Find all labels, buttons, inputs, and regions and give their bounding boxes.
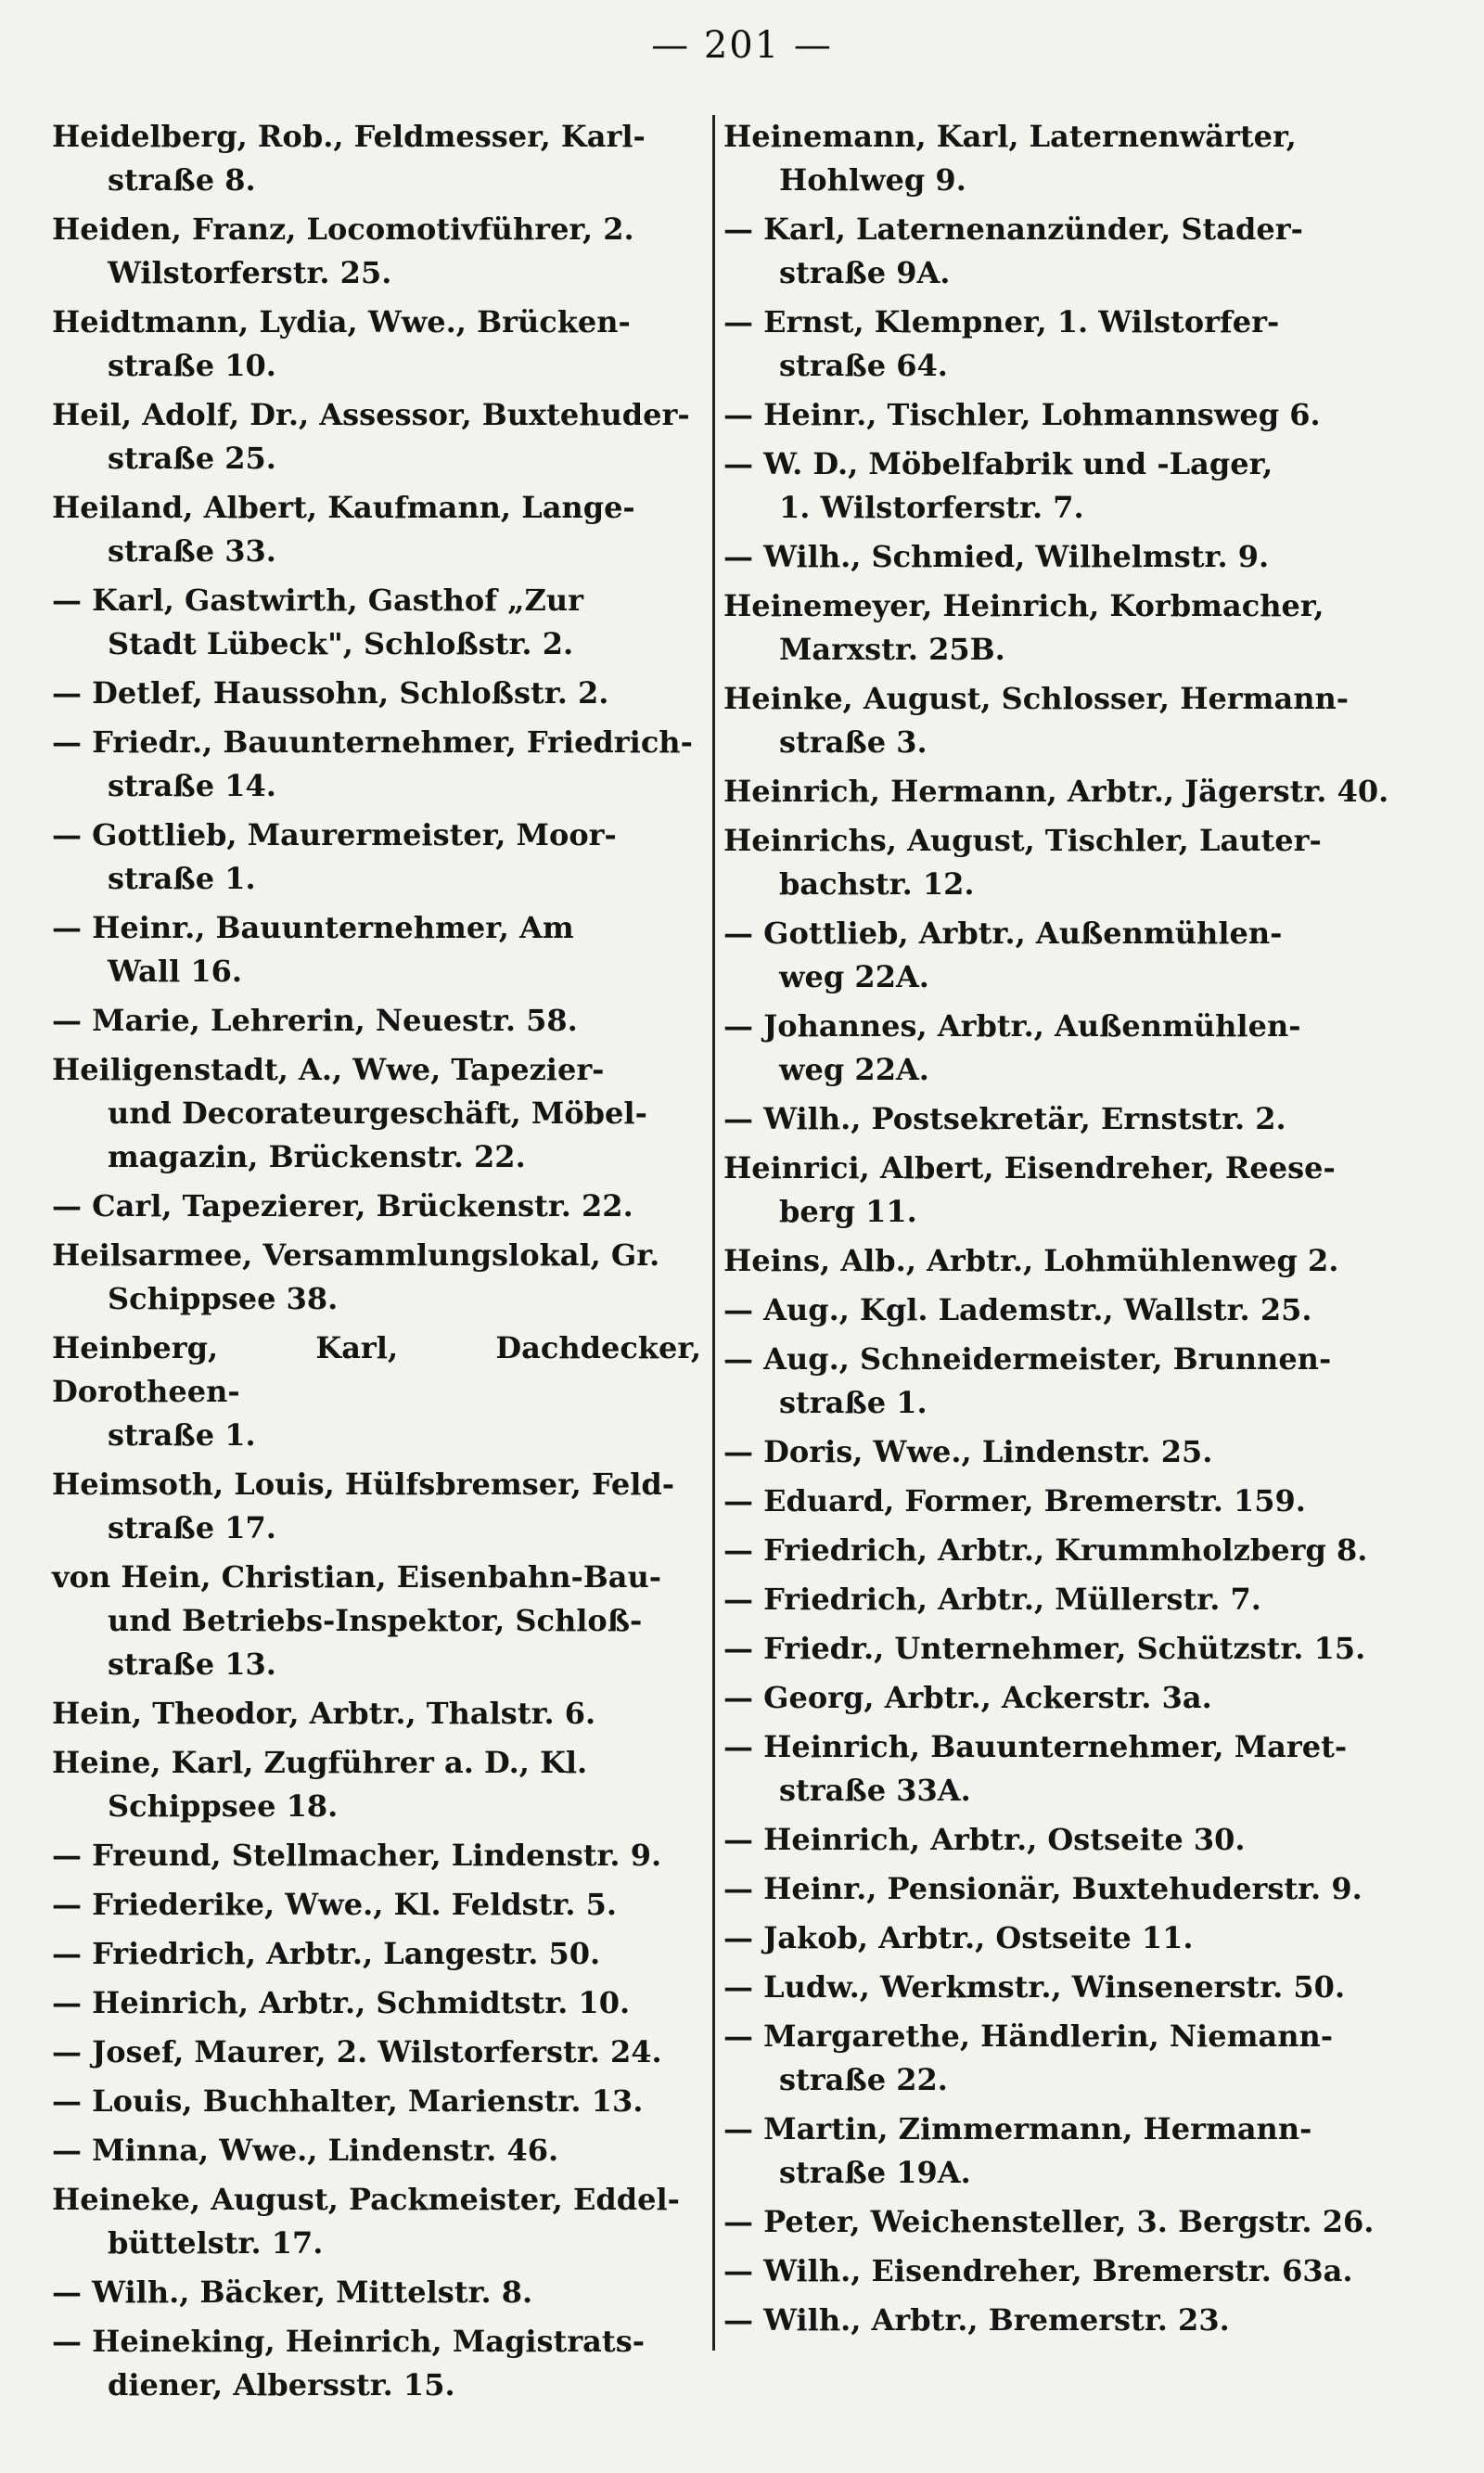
directory-entry bbox=[52, 1556, 701, 1686]
entry-continuation-line: straße 33. bbox=[108, 533, 276, 569]
entry-line: Heinrich, Hermann, Arbtr., Jägerstr. 40. bbox=[723, 774, 1389, 809]
directory-entry bbox=[723, 2249, 1391, 2293]
directory-entry bbox=[52, 579, 701, 666]
entry-continuation-line: magazin, Brückenstr. 22. bbox=[108, 1139, 526, 1174]
entry-continuation-line: weg 22A. bbox=[779, 959, 929, 994]
entry-continuation-line: Wilstorferstr. 25. bbox=[108, 255, 392, 290]
entry-continuation-line: Marxstr. 25B. bbox=[779, 632, 1005, 667]
directory-entry bbox=[723, 1867, 1391, 1911]
entry-line: — Heinr., Tischler, Lohmannsweg 6. bbox=[723, 397, 1321, 432]
entry-continuation-line: straße 33A. bbox=[779, 1773, 971, 1808]
directory-entry bbox=[52, 1981, 701, 2025]
entry-line: — Georg, Arbtr., Ackerstr. 3a. bbox=[723, 1680, 1212, 1715]
entry-line: — Aug., Kgl. Lademstr., Wallstr. 25. bbox=[723, 1292, 1312, 1327]
entry-line: — Friedr., Unternehmer, Schützstr. 15. bbox=[723, 1631, 1366, 1666]
entry-line: — Marie, Lehrerin, Neuestr. 58. bbox=[52, 1003, 578, 1038]
directory-entry bbox=[52, 721, 701, 808]
entry-line: Heilsarmee, Versammlungslokal, Gr. bbox=[52, 1237, 660, 1273]
entry-line: — Friedrich, Arbtr., Krummholzberg 8. bbox=[723, 1532, 1368, 1568]
directory-entry bbox=[723, 442, 1391, 530]
directory-entry bbox=[723, 1529, 1391, 1572]
directory-entry bbox=[723, 1818, 1391, 1862]
entry-line: — Gottlieb, Maurermeister, Moor- bbox=[52, 817, 617, 852]
directory-entry bbox=[723, 584, 1391, 672]
entry-line: — Ernst, Klempner, 1. Wilstorfer- bbox=[723, 304, 1280, 340]
entry-line: — Louis, Buchhalter, Marienstr. 13. bbox=[52, 2083, 644, 2119]
directory-entry bbox=[723, 770, 1391, 814]
entry-line: Hein, Theodor, Arbtr., Thalstr. 6. bbox=[52, 1696, 596, 1731]
entry-line: Heins, Alb., Arbtr., Lohmühlenweg 2. bbox=[723, 1243, 1339, 1278]
directory-entry bbox=[723, 1966, 1391, 2009]
directory-entry bbox=[52, 1883, 701, 1927]
directory-entry bbox=[52, 2271, 701, 2314]
directory-entry bbox=[723, 301, 1391, 388]
entry-line: — Friederike, Wwe., Kl. Feldstr. 5. bbox=[52, 1887, 618, 1922]
entry-line: — Karl, Gastwirth, Gasthof „Zur bbox=[52, 583, 583, 618]
directory-entry bbox=[723, 1627, 1391, 1671]
entry-line: — Ludw., Werkmstr., Winsenerstr. 50. bbox=[723, 1969, 1346, 2005]
entry-continuation-line: berg 11. bbox=[779, 1194, 917, 1229]
entry-line: — Margarethe, Händlerin, Niemann- bbox=[723, 2018, 1334, 2054]
entry-line: Heiligenstadt, A., Wwe, Tapezier- bbox=[52, 1052, 605, 1087]
directory-entry bbox=[52, 999, 701, 1043]
directory-entry bbox=[52, 486, 701, 573]
directory-entry bbox=[723, 115, 1391, 202]
entry-line: Heiden, Franz, Locomotivführer, 2. bbox=[52, 211, 634, 247]
entry-continuation-line: straße 9A. bbox=[779, 255, 951, 290]
entry-line: Heidelberg, Rob., Feldmesser, Karl- bbox=[52, 119, 646, 154]
directory-entry bbox=[52, 2129, 701, 2172]
entry-line: — W. D., Möbelfabrik und -Lager, bbox=[723, 446, 1273, 481]
directory-entry bbox=[723, 2108, 1391, 2195]
entry-line: — Wilh., Bäcker, Mittelstr. 8. bbox=[52, 2274, 533, 2310]
entry-continuation-line: straße 1. bbox=[108, 861, 256, 896]
entry-continuation-line: Hohlweg 9. bbox=[779, 162, 966, 198]
directory-entry bbox=[723, 1338, 1391, 1425]
directory-entry bbox=[723, 2299, 1391, 2342]
entry-line: — Aug., Schneidermeister, Brunnen- bbox=[723, 1341, 1332, 1377]
entry-line: — Freund, Stellmacher, Lindenstr. 9. bbox=[52, 1838, 662, 1873]
entry-line: Heinemeyer, Heinrich, Korbmacher, bbox=[723, 588, 1324, 623]
directory-entry bbox=[723, 535, 1391, 579]
directory-entry bbox=[52, 906, 701, 993]
entry-continuation-line: und Decorateurgeschäft, Möbel- bbox=[108, 1096, 647, 1131]
entry-line: Heinberg, Karl, Dachdecker, Dorotheen- bbox=[52, 1330, 701, 1409]
directory-entry bbox=[723, 912, 1391, 999]
entry-line: — Wilh., Schmied, Wilhelmstr. 9. bbox=[723, 539, 1270, 574]
directory-entry bbox=[52, 301, 701, 388]
entry-continuation-line: straße 22. bbox=[779, 2062, 948, 2097]
entry-line: — Josef, Maurer, 2. Wilstorferstr. 24. bbox=[52, 2034, 662, 2069]
entry-continuation-line: Schippsee 18. bbox=[108, 1788, 339, 1824]
entry-line: Heimsoth, Louis, Hülfsbremser, Feld- bbox=[52, 1467, 675, 1502]
directory-entry bbox=[52, 672, 701, 715]
directory-entry bbox=[723, 1147, 1391, 1234]
entry-line: — Peter, Weichensteller, 3. Bergstr. 26. bbox=[723, 2204, 1375, 2239]
directory-entry bbox=[723, 1239, 1391, 1283]
directory-entry bbox=[723, 1578, 1391, 1621]
entry-line: Heinrici, Albert, Eisendreher, Reese- bbox=[723, 1150, 1336, 1185]
entry-line: — Jakob, Arbtr., Ostseite 11. bbox=[723, 1920, 1194, 1955]
entry-continuation-line: Stadt Lübeck", Schloßstr. 2. bbox=[108, 626, 574, 661]
entry-continuation-line: diener, Albersstr. 15. bbox=[108, 2367, 455, 2403]
entry-continuation-line: straße 19A. bbox=[779, 2155, 971, 2190]
entry-line: Heinke, August, Schlosser, Hermann- bbox=[723, 681, 1350, 716]
entry-line: — Wilh., Postsekretär, Ernststr. 2. bbox=[723, 1101, 1286, 1136]
directory-entry bbox=[52, 1463, 701, 1550]
entry-line: — Friedrich, Arbtr., Müllerstr. 7. bbox=[723, 1582, 1261, 1617]
entry-continuation-line: straße 1. bbox=[108, 1417, 256, 1453]
directory-entry bbox=[52, 1834, 701, 1877]
entry-line: — Detlef, Haussohn, Schloßstr. 2. bbox=[52, 675, 609, 711]
entry-line: — Heinrich, Arbtr., Schmidtstr. 10. bbox=[52, 1985, 631, 2020]
directory-entry bbox=[52, 1741, 701, 1828]
entry-continuation-line: büttelstr. 17. bbox=[108, 2225, 324, 2261]
directory-entry bbox=[723, 1480, 1391, 1523]
directory-entry bbox=[723, 1725, 1391, 1813]
directory-entry bbox=[723, 1916, 1391, 1960]
directory-entry bbox=[52, 1932, 701, 1976]
directory-entry bbox=[723, 1005, 1391, 1092]
entry-line: — Doris, Wwe., Lindenstr. 25. bbox=[723, 1434, 1213, 1469]
entry-line: Heinrichs, August, Tischler, Lauter- bbox=[723, 823, 1322, 858]
directory-entry bbox=[723, 1430, 1391, 1474]
directory-entry bbox=[723, 819, 1391, 906]
entry-line: — Heinrich, Bauunternehmer, Maret- bbox=[723, 1729, 1348, 1764]
directory-entry bbox=[723, 2015, 1391, 2102]
directory-entry bbox=[52, 1048, 701, 1179]
entry-line: — Heineking, Heinrich, Magistrats- bbox=[52, 2324, 645, 2359]
entry-continuation-line: weg 22A. bbox=[779, 1052, 929, 1087]
entry-continuation-line: straße 64. bbox=[779, 348, 948, 383]
column-divider bbox=[712, 115, 715, 2351]
entry-line: Heinemann, Karl, Laternenwärter, bbox=[723, 119, 1297, 154]
entry-line: — Wilh., Eisendreher, Bremerstr. 63a. bbox=[723, 2253, 1353, 2288]
directory-entry bbox=[52, 1692, 701, 1736]
entry-line: — Friedr., Bauunternehmer, Friedrich- bbox=[52, 724, 693, 760]
right-column bbox=[723, 115, 1391, 2348]
entry-line: — Carl, Tapezierer, Brückenstr. 22. bbox=[52, 1188, 633, 1224]
entry-line: Heineke, August, Packmeister, Eddel- bbox=[52, 2182, 680, 2217]
entry-line: — Heinrich, Arbtr., Ostseite 30. bbox=[723, 1822, 1246, 1857]
entry-line: — Eduard, Former, Bremerstr. 159. bbox=[723, 1483, 1306, 1518]
entry-line: — Gottlieb, Arbtr., Außenmühlen- bbox=[723, 916, 1283, 951]
entry-line: — Friedrich, Arbtr., Langestr. 50. bbox=[52, 1936, 601, 1971]
entry-continuation-line: straße 10. bbox=[108, 348, 276, 383]
directory-entry bbox=[52, 1185, 701, 1228]
entry-line: — Wilh., Arbtr., Bremerstr. 23. bbox=[723, 2302, 1230, 2338]
entry-continuation-line: Schippsee 38. bbox=[108, 1281, 339, 1316]
entry-line: Heiland, Albert, Kaufmann, Lange- bbox=[52, 490, 635, 525]
directory-entry bbox=[723, 1288, 1391, 1332]
entry-line: Heil, Adolf, Dr., Assessor, Buxtehuder- bbox=[52, 397, 690, 432]
entry-line: — Martin, Zimmermann, Hermann- bbox=[723, 2111, 1312, 2146]
entry-continuation-line: 1. Wilstorferstr. 7. bbox=[779, 490, 1084, 525]
directory-entry bbox=[723, 677, 1391, 764]
entry-continuation-line: straße 17. bbox=[108, 1510, 276, 1545]
directory-entry bbox=[52, 115, 701, 202]
directory-entry bbox=[52, 208, 701, 295]
directory-entry bbox=[52, 1234, 701, 1321]
entry-continuation-line: Wall 16. bbox=[108, 954, 243, 989]
left-column bbox=[52, 115, 701, 2413]
entry-line: Heidtmann, Lydia, Wwe., Brücken- bbox=[52, 304, 631, 340]
directory-entry bbox=[52, 393, 701, 481]
directory-entry bbox=[52, 1326, 701, 1457]
directory-entry bbox=[723, 1097, 1391, 1141]
entry-continuation-line: und Betriebs-Inspektor, Schloß- bbox=[108, 1603, 643, 1638]
entry-line: Heine, Karl, Zugführer a. D., Kl. bbox=[52, 1745, 588, 1780]
page-number: — 201 — bbox=[651, 24, 833, 67]
entry-continuation-line: straße 25. bbox=[108, 441, 276, 476]
entry-line: von Hein, Christian, Eisenbahn-Bau- bbox=[52, 1559, 662, 1595]
directory-entry bbox=[52, 2178, 701, 2265]
entry-continuation-line: straße 14. bbox=[108, 768, 276, 803]
directory-entry bbox=[52, 2320, 701, 2407]
entry-continuation-line: straße 3. bbox=[779, 724, 928, 760]
entry-line: — Karl, Laternenanzünder, Stader- bbox=[723, 211, 1303, 247]
entry-continuation-line: straße 1. bbox=[779, 1385, 928, 1420]
entry-line: — Johannes, Arbtr., Außenmühlen- bbox=[723, 1008, 1301, 1044]
entry-line: — Heinr., Pensionär, Buxtehuderstr. 9. bbox=[723, 1871, 1362, 1906]
entry-continuation-line: straße 8. bbox=[108, 162, 256, 198]
entry-line: — Minna, Wwe., Lindenstr. 46. bbox=[52, 2133, 559, 2168]
entry-continuation-line: bachstr. 12. bbox=[779, 866, 975, 902]
directory-entry bbox=[52, 2031, 701, 2074]
directory-entry bbox=[723, 2200, 1391, 2244]
directory-entry bbox=[723, 393, 1391, 437]
entry-line: — Heinr., Bauunternehmer, Am bbox=[52, 910, 574, 945]
directory-entry bbox=[723, 208, 1391, 295]
entry-continuation-line: straße 13. bbox=[108, 1647, 276, 1682]
directory-entry bbox=[723, 1676, 1391, 1720]
directory-entry bbox=[52, 2080, 701, 2123]
directory-entry bbox=[52, 814, 701, 901]
